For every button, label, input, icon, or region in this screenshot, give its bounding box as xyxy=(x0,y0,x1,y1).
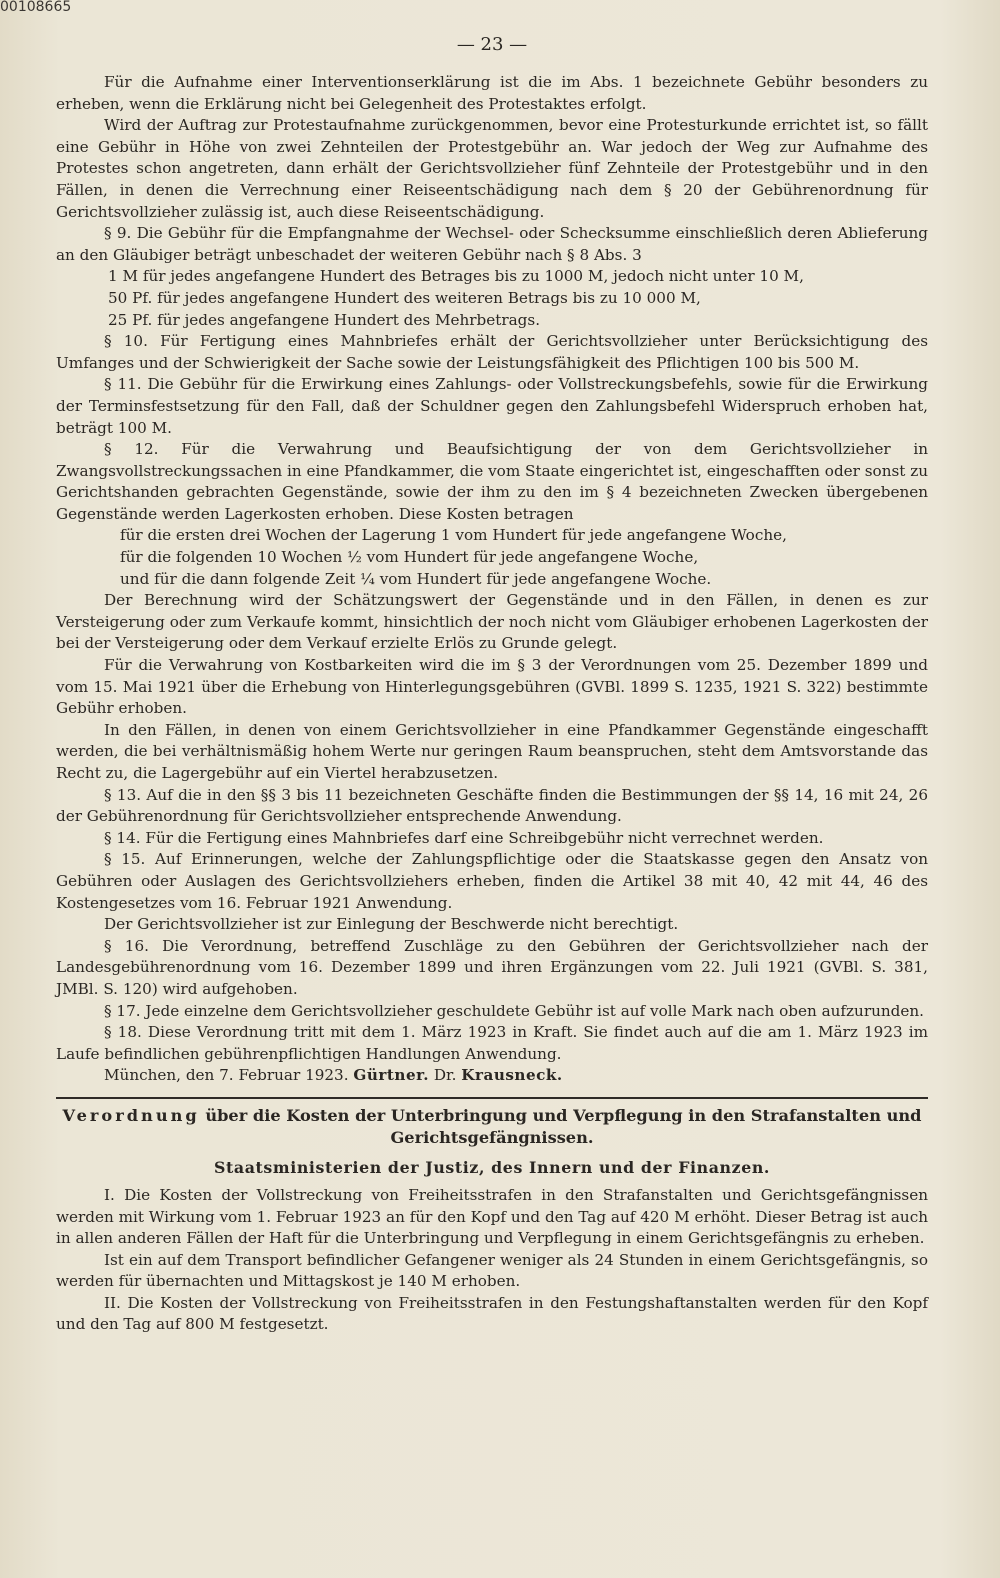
paragraph-section-18: § 18. Diese Verordnung tritt mit dem 1. März 1923 in Kraft. Sie findet auch auf die am 1. März 1923 im Laufe befindlichen gebührenpflichtigen Handlungen Anwendung. xyxy=(56,1023,928,1063)
section-divider xyxy=(56,1097,928,1099)
paragraph: Der Berechnung wird der Schätzungswert der Gegenstände und in den Fällen, in denen es zur Versteigerung oder zum Verkaufe kommt, hinsichtlich der noch nicht vom Gläubiger erhobenen Lagerkosten der bei der Versteigerung oder dem Verkauf erzielte Erlös zu Grunde gelegt. xyxy=(56,591,928,653)
document-body xyxy=(56,72,928,1336)
ministries-heading: Staatsministerien der Justiz, des Innern und der Finanzen. xyxy=(213,1157,771,1177)
paragraph-part-1: I. Die Kosten der Vollstreckung von Freiheitsstrafen in den Strafanstalten und Gerichtsgefängnissen werden mit Wirkung vom 1. Februar 1923 an für den Kopf und den Tag auf 420 M erhöht. Dieser Betrag ist auch in allen anderen Fällen der Haft für die Unterbringung und Verpflegung in einem Gerichtsgefängnis zu erheben. xyxy=(56,1185,928,1248)
ordinance-heading xyxy=(56,1105,928,1149)
paragraph-section-10: § 10. Für Fertigung eines Mahnbriefes erhält der Gerichtsvollzieher unter Berücksichtigung des Umfanges und der Schwierigkeit der Sache sowie der Leistungsfähigkeit des Pflichtigen 100 bis 500 M. xyxy=(56,332,928,372)
paragraph-section-17: § 17. Jede einzelne dem Gerichtsvollzieher geschuldete Gebühr ist auf volle Mark nach oben aufzurunden. xyxy=(104,1001,924,1020)
fee-line: 50 Pf. für jedes angefangene Hundert des weiteren Betrags bis zu 10 000 M, xyxy=(108,288,701,307)
signatory-2-title: Dr. xyxy=(433,1066,457,1085)
paragraph-section-14: § 14. Für die Fertigung eines Mahnbriefes darf eine Schreibgebühr nicht verrechnet werden. xyxy=(104,828,824,847)
storage-fee-line: für die folgenden 10 Wochen ½ vom Hundert für jede angefangene Woche, xyxy=(120,548,699,567)
paragraph: Für die Aufnahme einer Interventionserklärung ist die im Abs. 1 bezeichnete Gebühr besonders zu erheben, wenn die Erklärung nicht bei Gelegenheit des Protestaktes erfolgt. xyxy=(56,73,928,113)
paragraph: Der Gerichtsvollzieher ist zur Einlegung der Beschwerde nicht berechtigt. xyxy=(104,915,679,934)
signature-line xyxy=(56,1065,928,1087)
paragraph-section-11: § 11. Die Gebühr für die Erwirkung eines Zahlungs- oder Vollstreckungsbefehls, sowie für die Erwirkung der Terminsfestsetzung für den Fall, daß der Schuldner gegen den Zahlungsbefehl Widerspruch erhoben hat, beträgt 100 M. xyxy=(56,375,928,437)
storage-fee-line: und für die dann folgende Zeit ¼ vom Hundert für jede angefangene Woche. xyxy=(120,569,712,588)
paragraph-section-15: § 15. Auf Erinnerungen, welche der Zahlungspflichtige oder die Staatskasse gegen den Ansatz von Gebühren oder Auslagen des Gerichtsvollziehers erheben, finden die Artikel 38 mit 40, 42 mit 44, 46 des Kostengesetzes vom 16. Februar 1921 Anwendung. xyxy=(56,850,928,912)
fee-line: 25 Pf. für jedes angefangene Hundert des Mehrbetrags. xyxy=(108,310,541,329)
paragraph-section-13: § 13. Auf die in den §§ 3 bis 11 bezeichneten Geschäfte finden die Bestimmungen der §§ 14, 16 mit 24, 26 der Gebührenordnung für Gerichtsvollzieher entsprechende Anwendung. xyxy=(56,785,928,826)
paragraph-section-9: § 9. Die Gebühr für die Empfangnahme der Wechsel- oder Schecksumme einschließlich deren Ablieferung an den Gläubiger beträgt unbeschadet der weiteren Gebühr nach § 8 Abs. 3 xyxy=(56,224,928,264)
place-date: München, den 7. Februar 1923. xyxy=(104,1066,349,1085)
storage-fee-line: für die ersten drei Wochen der Lagerung 1 vom Hundert für jede angefangene Woche, xyxy=(120,526,787,545)
paragraph-section-12: § 12. Für die Verwahrung und Beaufsichtigung der von dem Gerichtsvollzieher in Zwangsvollstreckungssachen in eine Pfandkammer, die vom Staate eingerichtet ist, eingeschafften oder sonst zu Gerichtshanden gebrachten Gegenstände, sowie der ihm zu den im § 4 bezeichneten Zwecken übergebenen Gegenstände werden Lagerkosten erhoben. Diese Kosten betragen xyxy=(56,440,928,523)
signatory-1: Gürtner. xyxy=(353,1066,430,1085)
page-number: — 23 — xyxy=(456,34,528,55)
paragraph: Ist ein auf dem Transport befindlicher Gefangener weniger als 24 Stunden in einem Gerichtsgefängnis, so werden für übernachten und Mittagskost je 140 M erhoben. xyxy=(56,1250,928,1291)
fee-line: 1 M für jedes angefangene Hundert des Betrages bis zu 1000 M, jedoch nicht unter 10 M, xyxy=(108,267,804,286)
ordinance-heading-rest: über die Kosten der Unterbringung und Verpflegung in den Strafanstalten und Gerichtsgefängnissen. xyxy=(205,1105,922,1147)
archive-number: 00108665 xyxy=(0,0,72,15)
ordinance-heading-word: Verordnung xyxy=(62,1105,200,1125)
paragraph: Wird der Auftrag zur Protestaufnahme zurückgenommen, bevor eine Protesturkunde errichtet ist, so fällt eine Gebühr in Höhe von zwei Zehnteilen der Protestgebühr an. War jedoch der Weg zur Aufnahme des Protestes schon angetreten, dann erhält der Gerichtsvollzieher fünf Zehnteile der Protestgebühr und in den Fällen, in denen die Verrechnung einer Reiseentschädigung nach dem § 20 der Gebührenordnung für Gerichtsvollzieher zulässig ist, auch diese Reiseentschädigung. xyxy=(56,116,928,221)
paragraph-section-16: § 16. Die Verordnung, betreffend Zuschläge zu den Gebühren der Gerichtsvollzieher nach der Landesgebührenordnung vom 16. Dezember 1899 und ihren Ergänzungen vom 22. Juli 1921 (GVBl. S. 381, JMBl. S. 120) wird aufgehoben. xyxy=(56,936,928,998)
signatory-2: Krausneck. xyxy=(461,1066,563,1085)
paragraph-part-2: II. Die Kosten der Vollstreckung von Freiheitsstrafen in den Festungshaftanstalten werden für den Kopf und den Tag auf 800 M festgesetzt. xyxy=(56,1293,928,1334)
paragraph: Für die Verwahrung von Kostbarkeiten wird die im § 3 der Verordnungen vom 25. Dezember 1899 und vom 15. Mai 1921 über die Erhebung von Hinterlegungsgebühren (GVBl. 1899 S. 1235, 1921 S. 322) bestimmte Gebühr erhoben. xyxy=(56,656,928,718)
paragraph: In den Fällen, in denen von einem Gerichtsvollzieher in eine Pfandkammer Gegenstände eingeschafft werden, die bei verhältnismäßig hohem Werte nur geringen Raum beanspruchen, steht dem Amtsvorstande das Recht zu, die Lagergebühr auf ein Viertel herabzusetzen. xyxy=(56,720,928,782)
